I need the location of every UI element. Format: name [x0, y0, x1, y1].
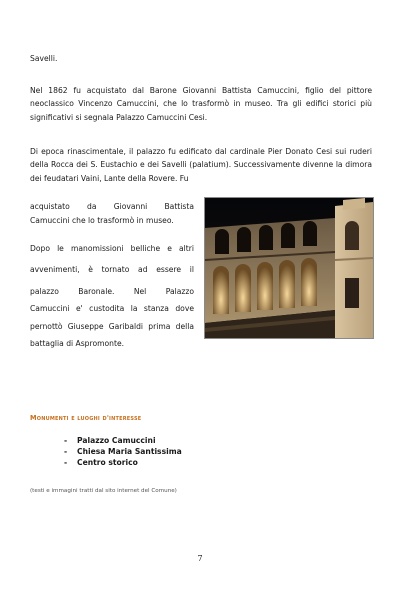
word: acquistato: [30, 202, 70, 211]
palazzo-night-photo: [204, 197, 374, 339]
paragraph-history: Nel 1862 fu acquistato dal Barone Giovanni Battista Camuccini, figlio del pittore neoclassico Vincenzo Camuccini, che lo trasformò in museo. Tra gli edifici storici più significativi si segnala Palazzo Camuccini Cesi.: [30, 86, 372, 122]
text-line: Camuccini e' custodita la stanza dove: [30, 304, 194, 314]
paragraph-renaissance: Di epoca rinascimentale, il palazzo fu edificato dal cardinale Pier Donato Cesi sui ruderi della Rocca dei S. Eustachio e dei Savelli (palatium). Successivamente divenne la dimora dei feudatari Vaini, Lante della Rovere. Fu: [30, 147, 372, 183]
paragraph-renaissance-line4: [30, 200, 194, 213]
text-line: pernottò Giuseppe Garibaldi prima della: [30, 321, 194, 331]
text-line: Dopo le manomissioni belliche e altri: [30, 244, 194, 253]
list-item: - Chiesa Maria Santissima: [64, 446, 182, 457]
source-note: (testi e immagini tratti dal sito internet del Comune): [30, 488, 177, 494]
word: Battista: [164, 202, 194, 211]
justified-line: [30, 200, 194, 213]
text-line: palazzo Baronale. Nel Palazzo: [30, 286, 194, 296]
monuments-list: [64, 435, 182, 468]
paragraph-intro: Savelli.: [30, 54, 58, 63]
paragraph-renaissance-line5: Camuccini che lo trasformò in museo.: [30, 216, 174, 225]
paragraph-garibaldi: [30, 242, 194, 350]
page-number: 7: [197, 554, 203, 563]
text-line: avvenimenti, è tornato ad essere il: [30, 265, 194, 275]
word: Giovanni: [113, 202, 148, 211]
palazzo-night-photo-illustration: [205, 198, 373, 338]
section-heading: Monumenti e luoghi d'interesse: [30, 414, 142, 422]
list-item: - Centro storico: [64, 457, 182, 468]
list-item: - Palazzo Camuccini: [64, 435, 182, 446]
text-line: battaglia di Aspromonte.: [30, 339, 125, 349]
word: da: [87, 202, 97, 211]
